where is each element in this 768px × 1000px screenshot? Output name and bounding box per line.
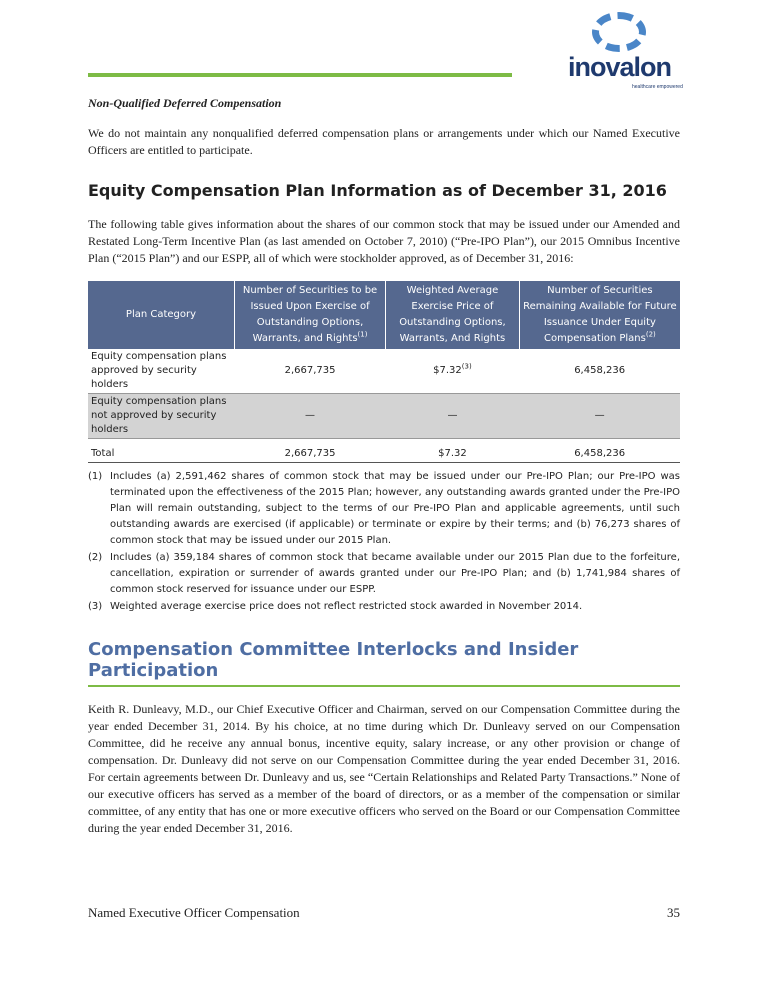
inovalon-logo xyxy=(566,10,686,94)
row-category: Equity compensation plans approved by security holders xyxy=(91,351,227,390)
footnotes xyxy=(88,469,680,615)
row-price: $7.32$^{(3)}$ xyxy=(433,362,472,376)
footer-section: Named Executive Officer Compensation xyxy=(88,905,300,920)
row-remaining: 6,458,236 xyxy=(519,439,680,463)
section-title-equity-plan: Equity Compensation Plan Information as of December 31, 2016 xyxy=(88,181,667,200)
header-securities-issued: Number of Securities to be Issued Upon Exercise of Outstanding Options, Warrants, and Rights$^{(1)}$ xyxy=(235,281,386,349)
row-category: Total xyxy=(88,439,235,463)
header-weighted-price: Weighted Average Exercise Price of Outstanding Options, Warrants, And Rights xyxy=(386,281,520,349)
header-securities-remaining: Number of Securities Remaining Available for Future Issuance Under Equity Compensation Plans$^{(2)}$ xyxy=(519,281,680,349)
deferred-comp-text: We do not maintain any nonqualified deferred compensation plans or arrangements under which our Named Executive Officers are entitled to participate. xyxy=(88,126,680,157)
interlocks-text: Keith R. Dunleavy, M.D., our Chief Executive Officer and Chairman, served on our Compensation Committee during the year ended December 31, 2014. By his choice, at no time during which Dr. Dunleavy served on our Compensation Committee, did he receive any annual bonus, incentive equity, salary increase, or any other provision or change of compensation. Dr. Dunleavy did not serve on our Compensation Committee during the year ended December 31, 2016. For certain agreements between Dr. Dunleavy and us, see “Certain Relationships and Related Party Transactions.” None of our executive officers has served as a member of the board of directors, or as a member of the compensation or similar committee, of any entity that has one or more executive officers who served on the Board or our Compensation Committee during the year ended December 31, 2016. xyxy=(88,702,680,835)
footnote: (3) Weighted average exercise price does not reflect restricted stock awarded in November 2014. xyxy=(88,601,583,612)
row-price: — xyxy=(386,394,520,439)
page-content xyxy=(88,96,680,851)
footnote: (2) Includes (a) 359,184 shares of common stock that became available under our 2015 Plan due to the forfeiture, cancellation, expiration or surrender of awards granted under our Pre-IPO Plan; and (b) 1,741,984 shares of common stock reserved for issuance under our ESPP. xyxy=(88,552,680,595)
section-title-interlocks: Compensation Committee Interlocks and Insider Participation xyxy=(88,639,680,687)
table-row xyxy=(88,349,680,394)
row-price: $7.32 xyxy=(386,439,520,463)
section-title-deferred-comp: Non-Qualified Deferred Compensation xyxy=(88,96,282,110)
equity-plan-intro: The following table gives information about the shares of our common stock that may be issued under our Amended and Restated Long-Term Incentive Plan (as last amended on October 7, 2010) (“Pre-IPO Plan”), our 2015 Omnibus Incentive Plan (“2015 Plan”) and our ESPP, all of which were stockholder approved, as of December 31, 2016: xyxy=(88,217,680,265)
row-issued: — xyxy=(235,394,386,439)
row-remaining: 6,458,236 xyxy=(574,365,626,376)
header-plan-category: Plan Category xyxy=(88,281,235,349)
page-footer xyxy=(88,905,680,921)
page-number: 35 xyxy=(667,905,680,920)
logo-tagline: healthcare empowered xyxy=(632,84,683,90)
equity-plan-table xyxy=(88,281,680,463)
footnote: (1) Includes (a) 2,591,462 shares of common stock that may be issued under our Pre-IPO Plan; our Pre-IPO was terminated upon the effectiveness of the 2015 Plan; however, any outstanding awards granted under the Pre-IPO Plan will remain outstanding, subject to the terms of our Pre-IPO Plan and applicable agreements, until such outstanding awards are exercised (if applicable) or terminate or expire by their terms; and (b) 76,273 shares of common stock that may be issued under our 2015 Plan. xyxy=(88,471,680,546)
row-remaining: — xyxy=(519,394,680,439)
row-category: Equity compensation plans not approved by security holders xyxy=(88,394,235,439)
logo-ring-icon xyxy=(592,12,646,52)
header-rule xyxy=(88,73,512,77)
table-row xyxy=(88,394,680,439)
row-issued: 2,667,735 xyxy=(284,365,336,376)
table-row-total xyxy=(88,439,680,463)
logo-wordmark: inovalon xyxy=(568,52,672,82)
row-issued: 2,667,735 xyxy=(235,439,386,463)
